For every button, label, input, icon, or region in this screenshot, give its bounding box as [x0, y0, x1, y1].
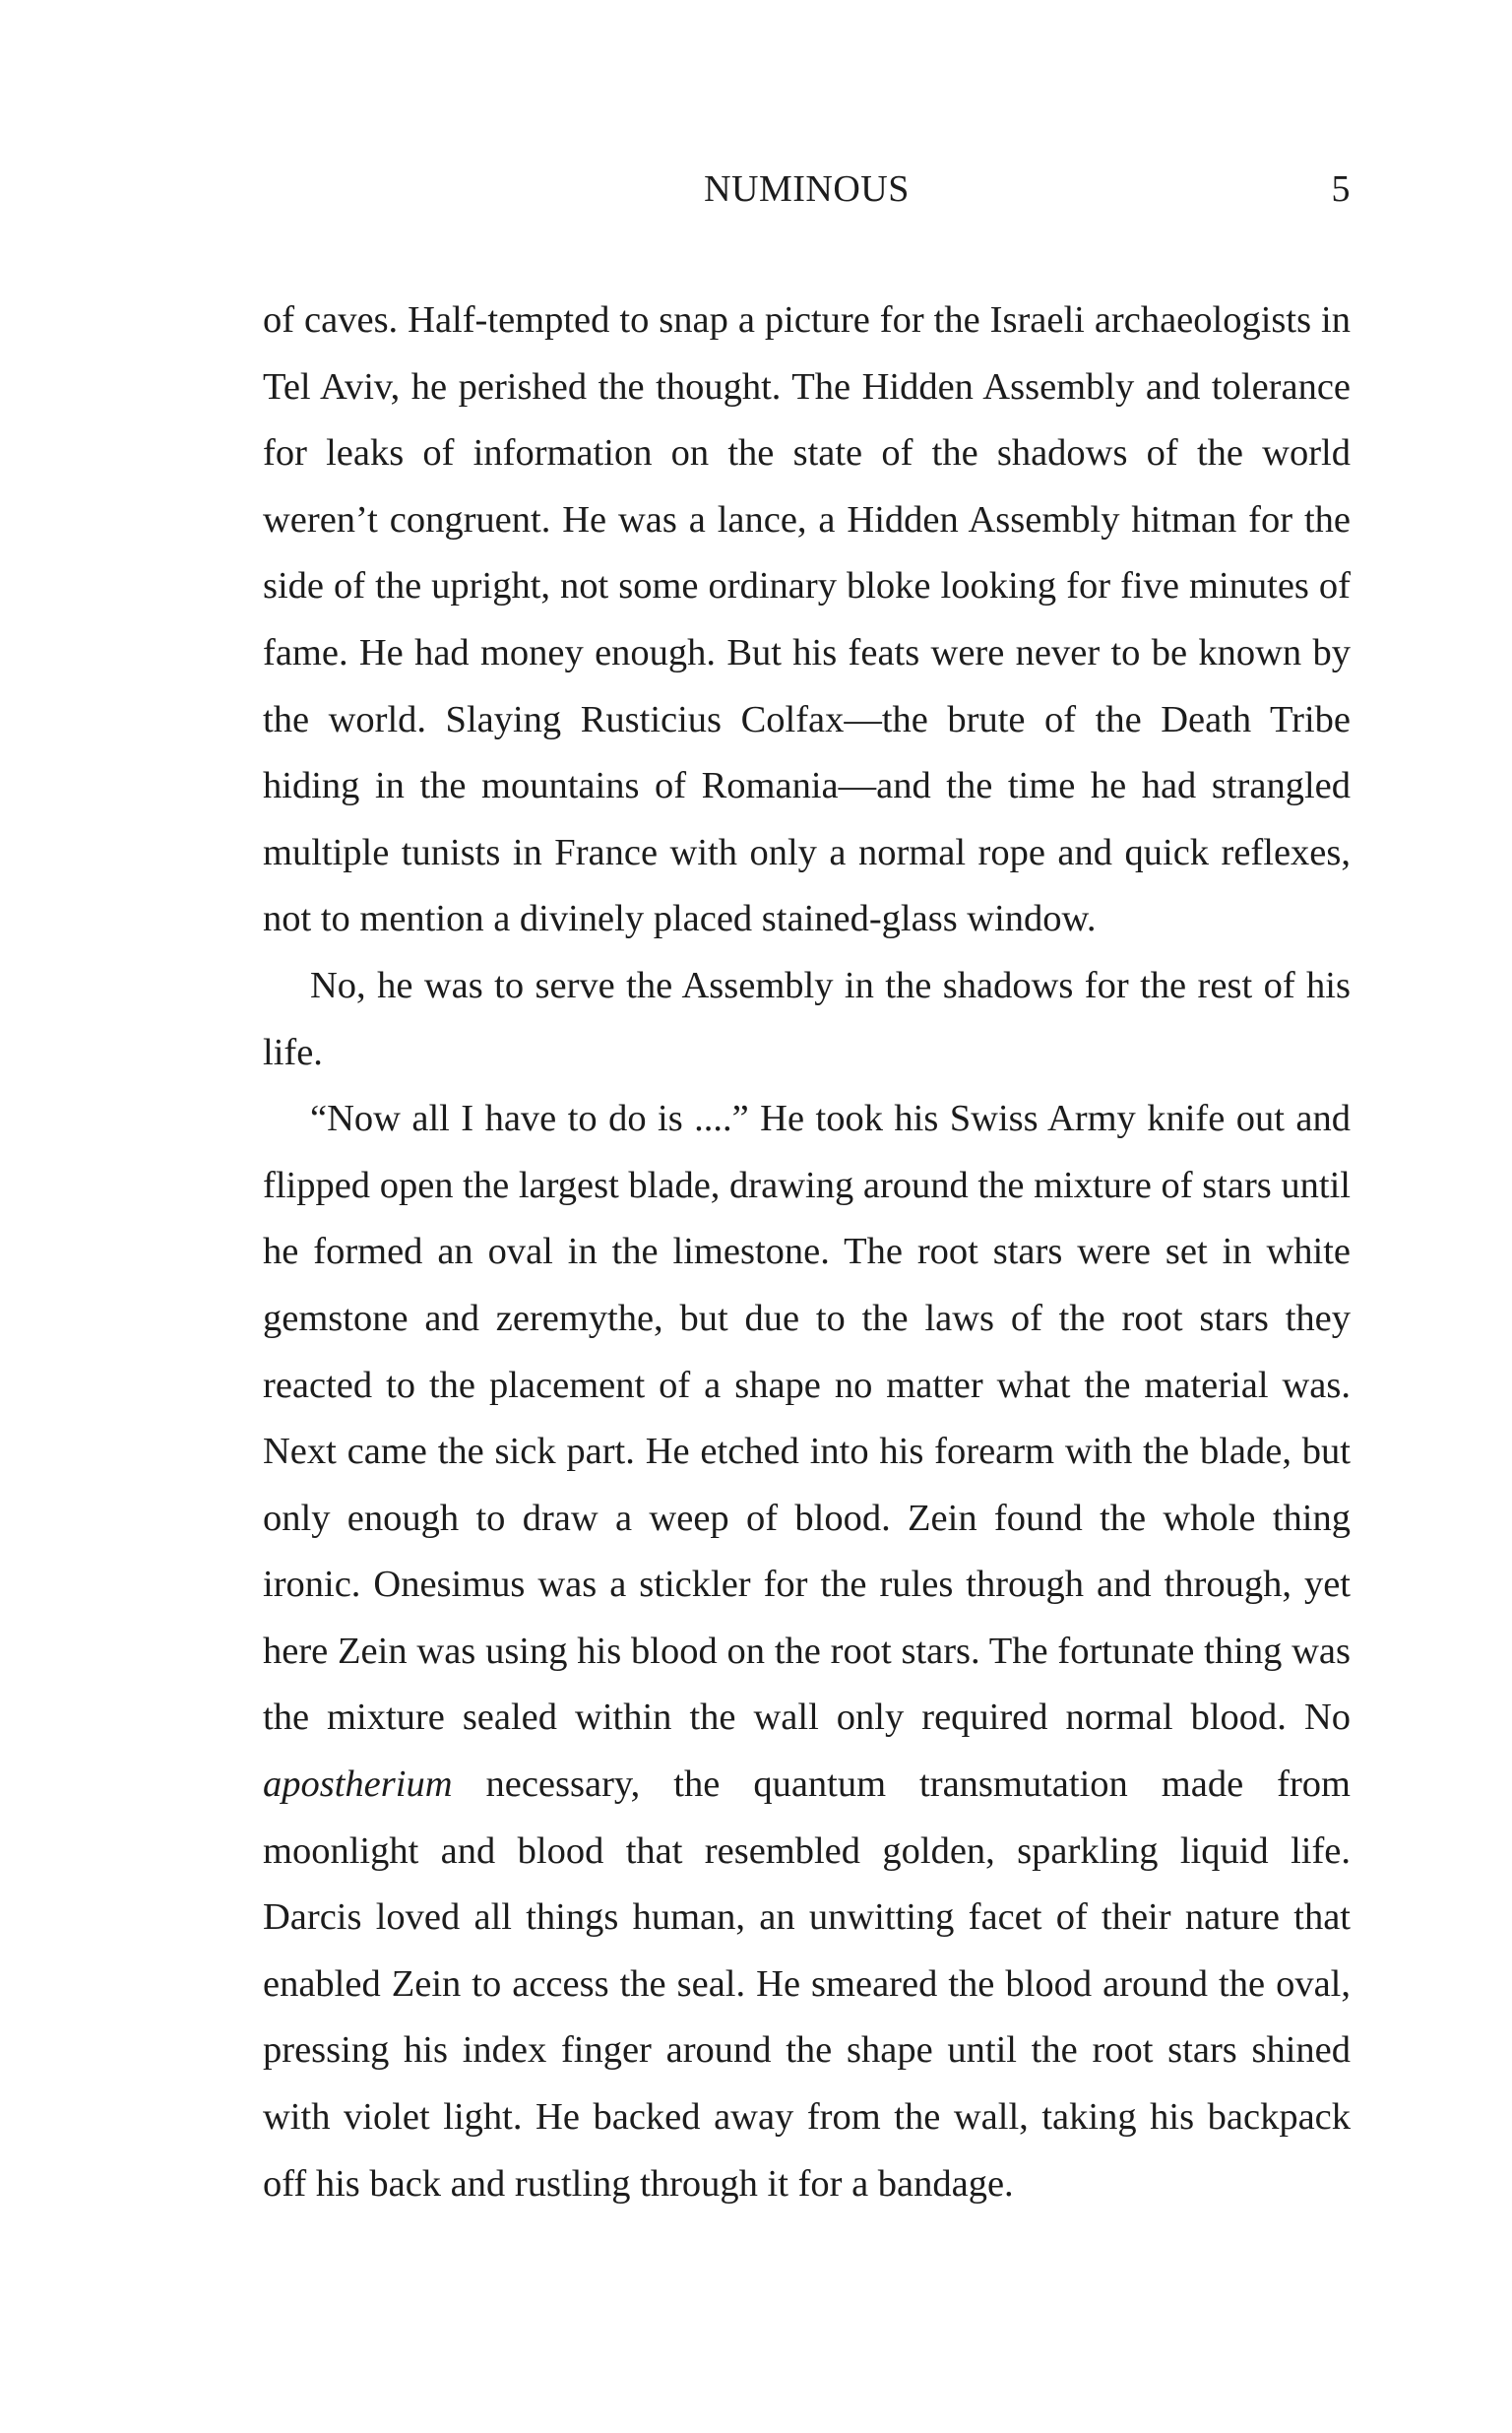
- running-title: NUMINOUS: [704, 168, 910, 210]
- page-number: 5: [1331, 168, 1351, 210]
- paragraph-2-text: No, he was to serve the Assembly in the shadows for the rest of his life.: [263, 964, 1351, 1073]
- body-text: [263, 288, 1351, 2217]
- paragraph-1: [263, 288, 1351, 953]
- paragraph-3: [263, 1086, 1351, 2217]
- paragraph-3-text-part-1: “Now all I have to do is ....” He took his Swiss Army knife out and flipped open the largest blade, drawing around the mixture of stars until he formed an oval in the limestone. The root stars were set in white gemstone and zeremythe, but due to the laws of the root stars they reacted to the placement of a shape no matter what the material was. Next came the sick part. He etched into his forearm with the blade, but only enough to draw a weep of blood. Zein found the whole thing ironic. Onesimus was a stickler for the rules through and through, yet here Zein was using his blood on the root stars. The fortunate thing was the mixture sealed within the wall only required normal blood. No: [263, 1098, 1351, 1739]
- italic-term-apostherium: apostherium: [263, 1763, 453, 1806]
- paragraph-3-text-part-2: necessary, the quantum transmutation made from moonlight and blood that resembled golden, sparkling liquid life. Darcis loved all things human, an unwitting facet of their nature that enabled Zein to access the seal. He smeared the blood around the oval, pressing his index finger around the shape until the root stars shined with violet light. He backed away from the wall, taking his backpack off his back and rustling through it for a bandage.: [263, 1763, 1351, 2205]
- paragraph-2: [263, 953, 1351, 1086]
- running-head: [263, 167, 1351, 221]
- paragraph-1-text: of caves. Half-tempted to snap a picture for the Israeli archaeologists in Tel Aviv, he perished the thought. The Hidden Assembly and tolerance for leaks of information on the state of the shadows of the world weren’t congruent. He was a lance, a Hidden Assembly hitman for the side of the upright, not some ordinary bloke looking for five minutes of fame. He had money enough. But his feats were never to be known by the world. Slaying Rusticius Colfax—the brute of the Death Tribe hiding in the mountains of Romania—and the time he had strangled multiple tunists in France with only a normal rope and quick reflexes, not to mention a divinely placed stained-glass window.: [263, 299, 1351, 940]
